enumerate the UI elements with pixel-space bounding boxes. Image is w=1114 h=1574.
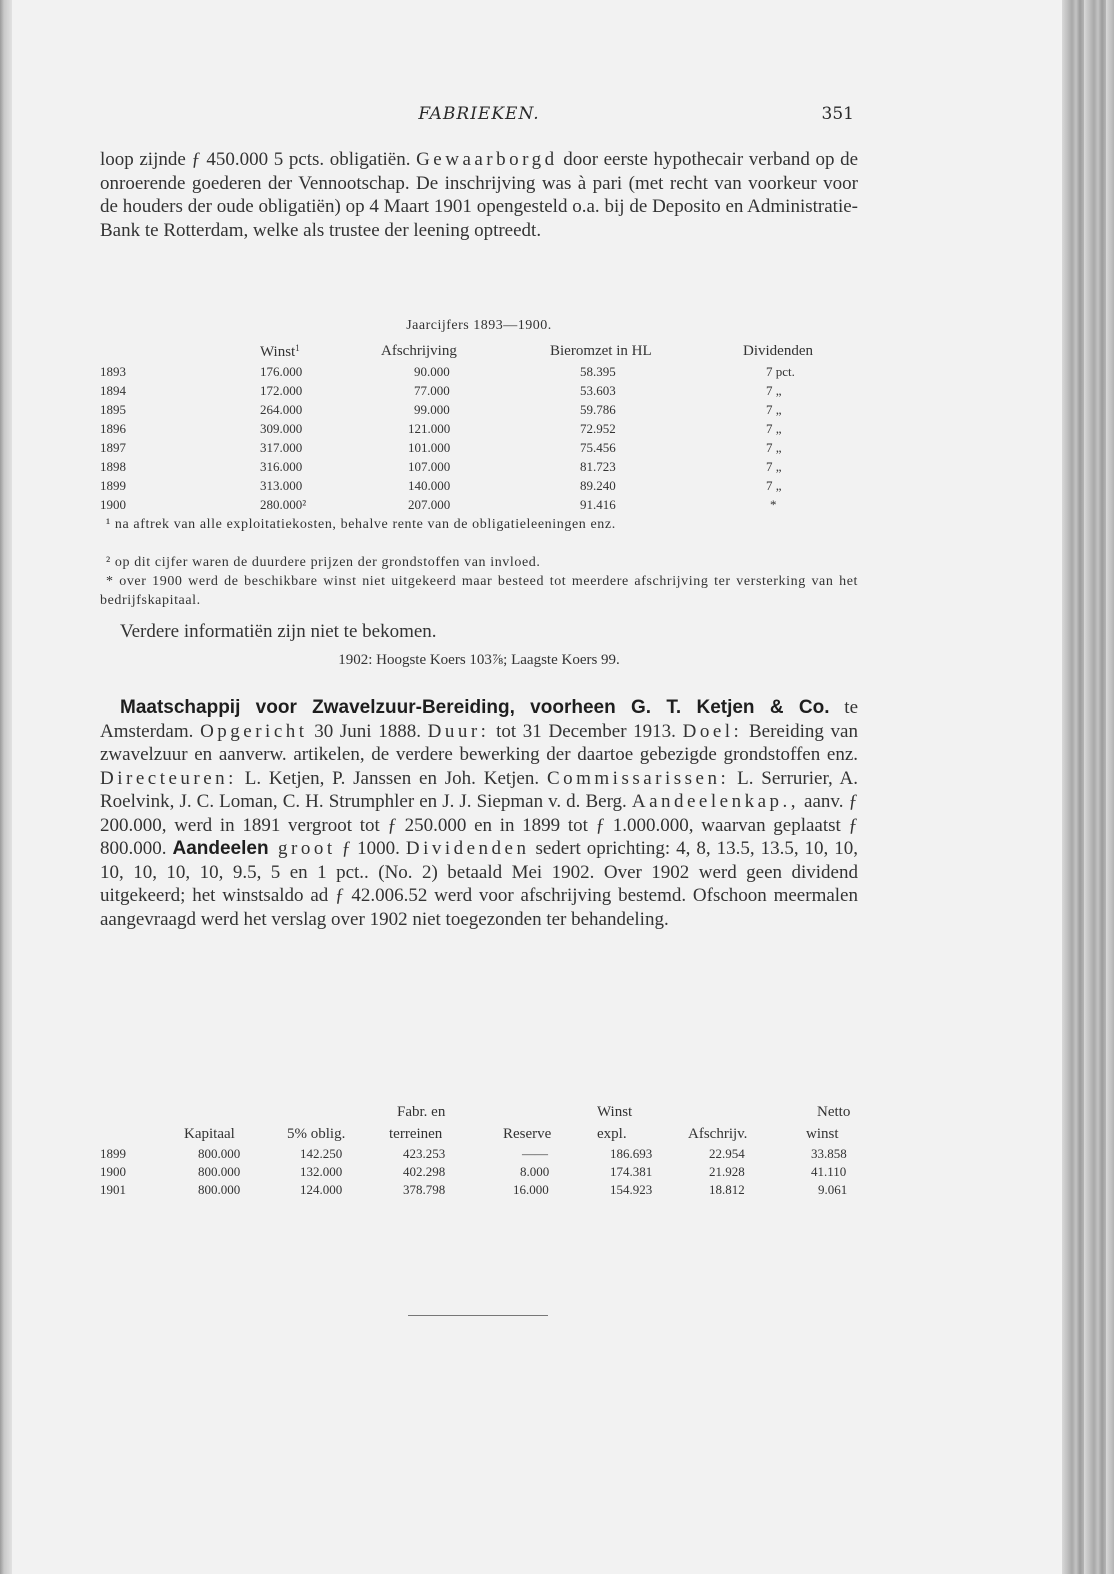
running-title: FABRIEKEN. [418, 104, 540, 124]
directeuren-label: Directeuren: [100, 767, 237, 789]
intro-paragraph [100, 148, 858, 242]
table-row: 1894 172.000 77.000 53.603 7 „ [100, 383, 782, 398]
page-binding-edge-right [1062, 0, 1114, 1574]
gewaarborgd-label: Gewaarborgd [416, 149, 558, 170]
doel-label: Doel: [682, 720, 743, 742]
table-row: 1895 264.000 99.000 59.786 7 „ [100, 402, 782, 417]
company-entry: Maatschappij voor Zwavelzuur-Bereiding, voorheen G. T. Ketjen & Co. te Amsterdam. Opgericht 30 Juni 1888. Duur: tot 31 December 1913. Doel: Bereiding van zwavelzuur en aanverw. artikelen, de verdere bewerking der daartoe gebezigde grondstoffen enz. Directeuren: L. Ketjen, P. Janssen en Joh. Ketjen. Commissarissen: L. Serrurier, A. Roelvink, J. C. Loman, C. H. Strumphler en J. J. Siepman v. d. Berg. Aandeelenkap., aanv. ƒ 200.000, werd in 1891 vergroot tot ƒ 250.000 en in 1899 tot ƒ 1.000.000, waarvan geplaatst ƒ 800.000. Aandeelen groot ƒ 1000. Dividenden sedert oprichting: 4, 8, 13.5, 13.5, 10, 10, 10, 10, 10, 10, 9.5, 5 en 1 pct.. (No. 2) betaald Mei 1902. Over 1902 werd geen dividend uitgekeerd; het winstsaldo ad ƒ 42.006.52 werd voor afschrijving bestemd. Ofschoon meermalen aangevraagd werd het verslag over 1902 niet toegezonden ter behandeling. [100, 697, 859, 930]
table-row: 1901 800.000 124.000 378.798 16.000 154.923 18.812 9.061 [100, 1182, 848, 1197]
aandeelen-label: Aandeelen [172, 838, 269, 859]
table-row: 1900 280.000² 207.000 91.416 * [100, 497, 777, 512]
duur-label: Duur: [427, 720, 490, 742]
page-number: 351 [821, 104, 854, 124]
intro-text-2: door eerste hypothecair verband op de onroerende goederen der Vennootschap. De inschrijving was à pari (met recht van voorkeur voor de houders der oude obligatiën) op 4 Maart 1901 opengesteld o.a. bij de Deposito en Administratie-Bank te Rotterdam, welke als trustee der leening optreedt. [100, 149, 859, 241]
col-header-winst: Winst$^1$ [260, 343, 300, 360]
col-header-dividenden: Dividenden [743, 343, 813, 359]
table-header-row-top: Fabr. en Winst Netto [397, 1104, 851, 1120]
footnote-2: ² op dit cijfer waren de duurdere prijzen der grondstoffen van invloed. [106, 555, 541, 570]
table-row: 1898 316.000 107.000 81.723 7 „ [100, 459, 782, 474]
running-head [100, 104, 858, 128]
table-row: 1899 313.000 140.000 89.240 7 „ [100, 478, 782, 493]
table-header-row-bottom: Kapitaal 5% oblig. terreinen Reserve expl. Afschrijv. winst [184, 1126, 839, 1142]
intro-text-1: loop zijnde ƒ 450.000 5 pcts. obligatiën. [100, 149, 411, 170]
page-binding-shadow-left [0, 0, 12, 1574]
table-header-row [100, 343, 858, 359]
table-caption: Jaarcijfers 1893—1900. [406, 318, 552, 333]
groot-label: groot [268, 838, 336, 859]
col-header-bieromzet: Bieromzet in HL [550, 343, 652, 359]
footnote-1: ¹ na aftrek van alle exploitatiekosten, behalve rente van de obligatieleeningen enz. [106, 517, 616, 532]
opgericht-label: Opgericht [200, 720, 308, 742]
commissarissen-label: Commissarissen: [546, 767, 730, 789]
table-row: 1896 309.000 121.000 72.952 7 „ [100, 421, 782, 436]
dividenden-label: Dividenden [405, 838, 530, 859]
col-header-afschrijving: Afschrijving [381, 343, 457, 359]
table-row: 1900 800.000 132.000 402.298 8.000 174.381 21.928 41.110 [100, 1164, 847, 1179]
footnote-star: * over 1900 werd de beschikbare winst niet uitgekeerd maar besteed tot meerdere afschrijving ter versterking van het bedrijfskapitaal. [100, 574, 858, 608]
company-name: Maatschappij voor Zwavelzuur-Bereiding, voorheen G. T. Ketjen & Co. [120, 697, 830, 718]
table-row: 1899 800.000 142.250 423.253 —— 186.693 22.954 33.858 [100, 1146, 847, 1161]
koers-line: 1902: Hoogste Koers 103⅞; Laagste Koers 99. [338, 652, 620, 668]
verdere-informatie: Verdere informatiën zijn niet te bekomen. [120, 621, 437, 642]
table-row: 1897 317.000 101.000 75.456 7 „ [100, 440, 782, 455]
kapitaal-label: Aandeelenkap., [631, 791, 800, 812]
section-divider-rule [408, 1315, 548, 1316]
table-row: 1893 176.000 90.000 58.395 7 pct. [100, 364, 795, 379]
